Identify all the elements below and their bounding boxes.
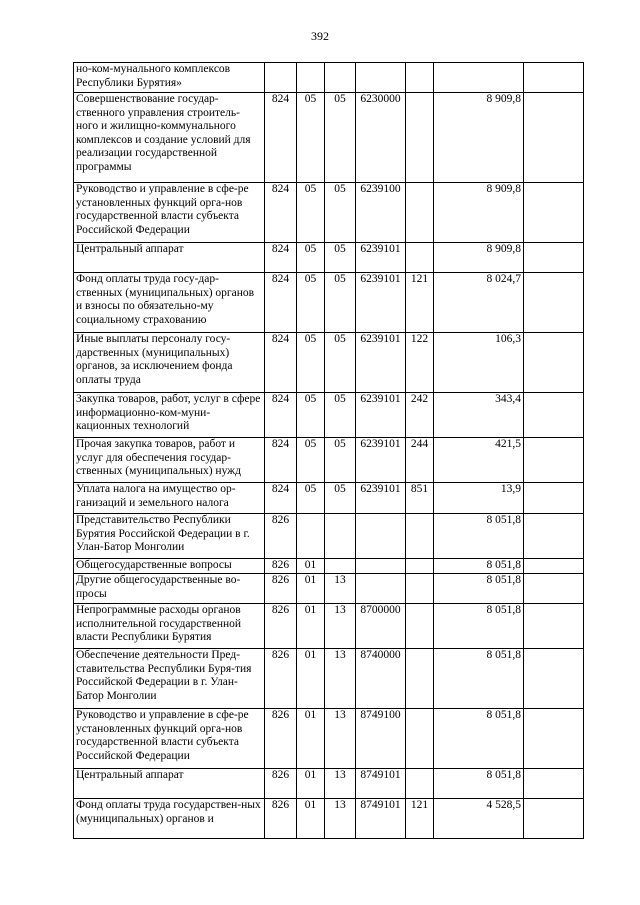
target-article-code: 8700000 xyxy=(356,604,406,649)
expense-type-code xyxy=(406,769,434,799)
row-name: Закупка товаров, работ, услуг в сфере информационно-ком-муни-кационных технологий xyxy=(74,393,265,438)
ministry-code: 826 xyxy=(265,604,297,649)
target-article-code: 8749100 xyxy=(356,709,406,769)
amount: 343,4 xyxy=(434,393,524,438)
ministry-code: 824 xyxy=(265,333,297,393)
subsection-code: 05 xyxy=(325,438,356,483)
table-row xyxy=(74,273,584,333)
row-name: Обеспечение деятельности Пред-ставительства Республики Буря-тия Российской Федерации в г. Улан-Батор Монголии xyxy=(74,649,265,709)
row-name: Фонд оплаты труда госу-дар-ственных (муниципальных) органов и взносы по обязательно-му социальному страхованию xyxy=(74,273,265,333)
blank-cell xyxy=(524,574,584,604)
ministry-code: 824 xyxy=(265,243,297,273)
blank-cell xyxy=(524,333,584,393)
expense-type-code xyxy=(406,649,434,709)
ministry-code: 824 xyxy=(265,438,297,483)
subsection-code: 05 xyxy=(325,273,356,333)
amount: 4 528,5 xyxy=(434,799,524,839)
row-name: Фонд оплаты труда государствен-ных (муниципальных) органов и xyxy=(74,799,265,839)
subsection-code: 05 xyxy=(325,243,356,273)
row-name: Центральный аппарат xyxy=(74,769,265,799)
expense-type-code: 851 xyxy=(406,483,434,514)
section-code: 05 xyxy=(297,483,325,514)
ministry-code: 824 xyxy=(265,273,297,333)
section-code: 01 xyxy=(297,574,325,604)
expense-type-code xyxy=(406,559,434,574)
ministry-code: 826 xyxy=(265,769,297,799)
ministry-code: 826 xyxy=(265,559,297,574)
page-number: 392 xyxy=(311,29,329,43)
blank-cell xyxy=(524,483,584,514)
ministry-code: 824 xyxy=(265,483,297,514)
target-article-code xyxy=(356,63,406,93)
section-code: 01 xyxy=(297,799,325,839)
expense-type-code xyxy=(406,709,434,769)
row-name: Представительство Республики Бурятия Российской Федерации в г. Улан-Батор Монголии xyxy=(74,514,265,559)
amount: 8 051,8 xyxy=(434,709,524,769)
section-code: 05 xyxy=(297,93,325,183)
section-code: 05 xyxy=(297,183,325,243)
ministry-code xyxy=(265,63,297,93)
section-code: 05 xyxy=(297,273,325,333)
section-code: 05 xyxy=(297,438,325,483)
table-row xyxy=(74,574,584,604)
table-row xyxy=(74,393,584,438)
expense-type-code: 242 xyxy=(406,393,434,438)
amount: 8 051,8 xyxy=(434,514,524,559)
amount: 421,5 xyxy=(434,438,524,483)
expense-type-code xyxy=(406,574,434,604)
table-row xyxy=(74,438,584,483)
section-code: 01 xyxy=(297,604,325,649)
subsection-code: 13 xyxy=(325,574,356,604)
row-name: Руководство и управление в сфе-ре установленных функций орга-нов государственной власти субъекта Российской Федерации xyxy=(74,183,265,243)
target-article-code: 8740000 xyxy=(356,649,406,709)
amount: 106,3 xyxy=(434,333,524,393)
target-article-code xyxy=(356,514,406,559)
amount: 8 909,8 xyxy=(434,243,524,273)
amount: 8 051,8 xyxy=(434,649,524,709)
blank-cell xyxy=(524,604,584,649)
table-row xyxy=(74,333,584,393)
section-code: 05 xyxy=(297,333,325,393)
blank-cell xyxy=(524,93,584,183)
amount: 8 024,7 xyxy=(434,273,524,333)
subsection-code: 05 xyxy=(325,93,356,183)
expense-type-code: 244 xyxy=(406,438,434,483)
section-code: 01 xyxy=(297,709,325,769)
section-code xyxy=(297,514,325,559)
target-article-code xyxy=(356,559,406,574)
target-article-code: 8749101 xyxy=(356,799,406,839)
table-row xyxy=(74,649,584,709)
blank-cell xyxy=(524,243,584,273)
ministry-code: 826 xyxy=(265,649,297,709)
row-name: Другие общегосударственные во-просы xyxy=(74,574,265,604)
blank-cell xyxy=(524,769,584,799)
amount: 8 051,8 xyxy=(434,604,524,649)
target-article-code: 8749101 xyxy=(356,769,406,799)
amount: 8 051,8 xyxy=(434,769,524,799)
target-article-code: 6239101 xyxy=(356,438,406,483)
row-name: Уплата налога на имущество ор-ганизаций и земельного налога xyxy=(74,483,265,514)
expense-type-code: 122 xyxy=(406,333,434,393)
subsection-code xyxy=(325,63,356,93)
section-code: 05 xyxy=(297,393,325,438)
row-name: Центральный аппарат xyxy=(74,243,265,273)
ministry-code: 826 xyxy=(265,799,297,839)
table-row xyxy=(74,183,584,243)
target-article-code: 6239101 xyxy=(356,333,406,393)
table-row xyxy=(74,63,584,93)
subsection-code xyxy=(325,514,356,559)
row-name: Иные выплаты персоналу госу-дарственных (муниципальных) органов, за исключением фонда оплаты труда xyxy=(74,333,265,393)
section-code xyxy=(297,63,325,93)
table-row xyxy=(74,243,584,273)
amount xyxy=(434,63,524,93)
target-article-code: 6239101 xyxy=(356,393,406,438)
blank-cell xyxy=(524,273,584,333)
table-row xyxy=(74,559,584,574)
target-article-code: 6239101 xyxy=(356,243,406,273)
table-row xyxy=(74,93,584,183)
ministry-code: 824 xyxy=(265,93,297,183)
row-name: Руководство и управление в сфе-ре установленных функций орга-нов государственной власти субъекта Российской Федерации xyxy=(74,709,265,769)
section-code: 01 xyxy=(297,769,325,799)
ministry-code: 826 xyxy=(265,709,297,769)
ministry-code: 826 xyxy=(265,514,297,559)
subsection-code: 13 xyxy=(325,709,356,769)
blank-cell xyxy=(524,649,584,709)
amount: 8 051,8 xyxy=(434,559,524,574)
subsection-code: 05 xyxy=(325,483,356,514)
table-row xyxy=(74,709,584,769)
row-name: но-ком-мунального комплексов Республики Бурятия» xyxy=(74,63,265,93)
amount: 8 909,8 xyxy=(434,93,524,183)
subsection-code: 13 xyxy=(325,769,356,799)
expense-type-code xyxy=(406,243,434,273)
section-code: 01 xyxy=(297,559,325,574)
ministry-code: 826 xyxy=(265,574,297,604)
target-article-code: 6239101 xyxy=(356,483,406,514)
target-article-code: 6239100 xyxy=(356,183,406,243)
amount: 8 051,8 xyxy=(434,574,524,604)
table-row xyxy=(74,483,584,514)
section-code: 05 xyxy=(297,243,325,273)
ministry-code: 824 xyxy=(265,393,297,438)
expense-type-code xyxy=(406,93,434,183)
subsection-code: 05 xyxy=(325,183,356,243)
expense-type-code xyxy=(406,514,434,559)
table-row xyxy=(74,799,584,839)
blank-cell xyxy=(524,183,584,243)
row-name: Непрограммные расходы органов исполнительной государственной власти Республики Бурятия xyxy=(74,604,265,649)
subsection-code: 13 xyxy=(325,604,356,649)
blank-cell xyxy=(524,799,584,839)
amount: 8 909,8 xyxy=(434,183,524,243)
subsection-code: 13 xyxy=(325,799,356,839)
amount: 13,9 xyxy=(434,483,524,514)
blank-cell xyxy=(524,559,584,574)
subsection-code: 05 xyxy=(325,333,356,393)
blank-cell xyxy=(524,514,584,559)
target-article-code: 6230000 xyxy=(356,93,406,183)
expense-type-code: 121 xyxy=(406,799,434,839)
budget-table xyxy=(73,62,584,839)
subsection-code: 13 xyxy=(325,649,356,709)
row-name: Совершенствование государ-ственного управления строитель-ного и жилищно-коммунального комплексов и создание условий для реализации государственной программы xyxy=(74,93,265,183)
expense-type-code xyxy=(406,63,434,93)
ministry-code: 824 xyxy=(265,183,297,243)
row-name: Прочая закупка товаров, работ и услуг для обеспечения государ-ственных (муниципальных) нужд xyxy=(74,438,265,483)
blank-cell xyxy=(524,438,584,483)
blank-cell xyxy=(524,63,584,93)
expense-type-code: 121 xyxy=(406,273,434,333)
subsection-code xyxy=(325,559,356,574)
table-row xyxy=(74,604,584,649)
expense-type-code xyxy=(406,183,434,243)
blank-cell xyxy=(524,709,584,769)
table-row xyxy=(74,769,584,799)
target-article-code xyxy=(356,574,406,604)
expense-type-code xyxy=(406,604,434,649)
target-article-code: 6239101 xyxy=(356,273,406,333)
section-code: 01 xyxy=(297,649,325,709)
table-row xyxy=(74,514,584,559)
row-name: Общегосударственные вопросы xyxy=(74,559,265,574)
subsection-code: 05 xyxy=(325,393,356,438)
blank-cell xyxy=(524,393,584,438)
